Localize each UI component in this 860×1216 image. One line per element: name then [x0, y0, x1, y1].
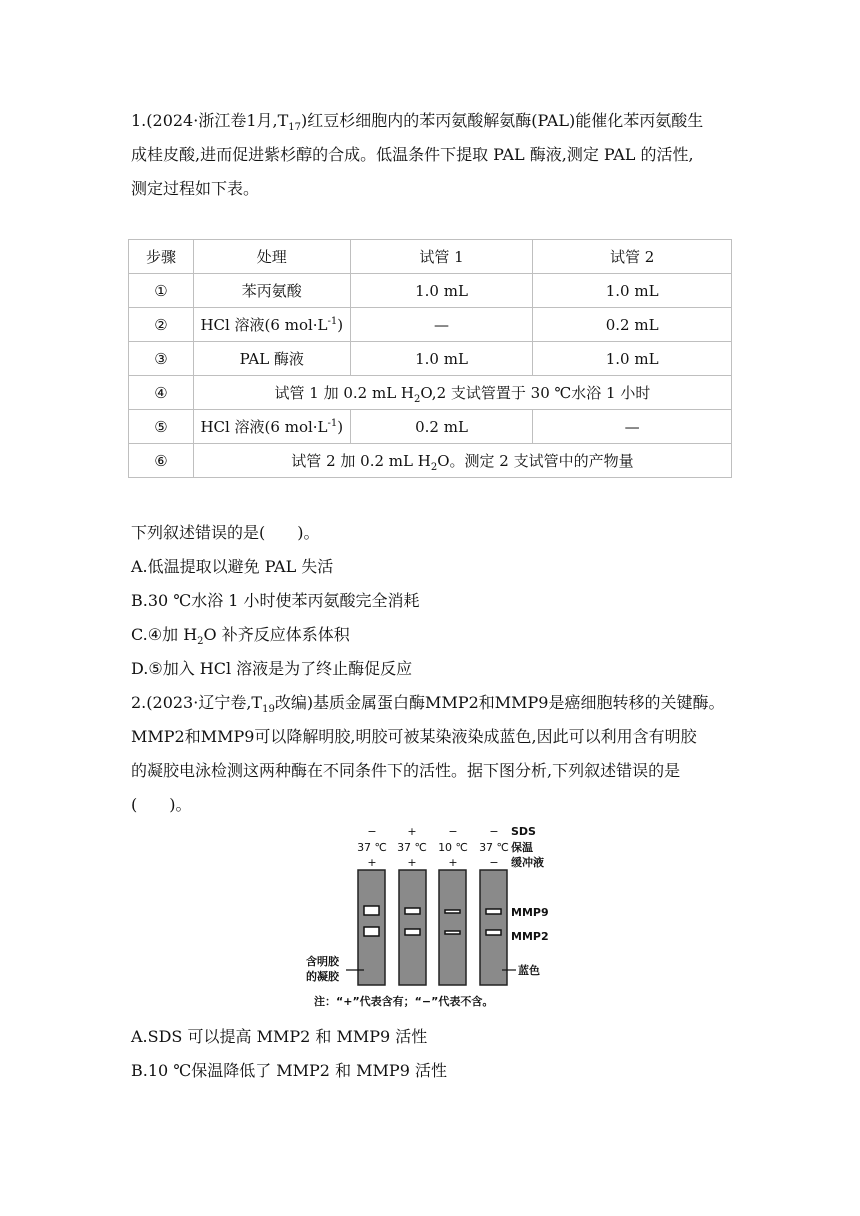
gel-electrophoresis-figure — [306, 820, 566, 1015]
table-row — [129, 444, 732, 478]
merged-cell: 试管 1 加 0.2 mL $H_2O,2$ 支试管置于 30 ℃水浴 1 小时 — [193, 376, 731, 410]
label-mmp9: MMP9 — [511, 906, 549, 919]
tube-2-cell: 1.0 mL — [533, 274, 732, 308]
table-row — [129, 410, 732, 444]
sds-lane-3: − — [448, 825, 458, 838]
temp-lane-2: 37 ℃ — [397, 841, 427, 854]
q2-line-2: MMP2和MMP9可以降解明胶,明胶可被某染液染成蓝色,因此可以利用含有明胶 — [131, 727, 697, 746]
tube-1-cell: 0.2 mL — [350, 410, 533, 444]
temp-lane-1: 37 ℃ — [357, 841, 387, 854]
band-mmp2-lane-4 — [486, 930, 501, 935]
header-treatment: 处理 — [193, 240, 350, 274]
label-gel-1: 含明胶 — [306, 955, 339, 968]
header-tube-2: 试管 2 — [533, 240, 732, 274]
header-tube-1: 试管 1 — [350, 240, 533, 274]
tube-2-cell: 1.0 mL — [533, 342, 732, 376]
q1-line-2: 成桂皮酸,进而促进紫杉醇的合成。低温条件下提取 PAL 酶液,测定 PAL 的活性, — [131, 145, 694, 164]
q1-line-3: 测定过程如下表。 — [131, 179, 260, 198]
tube-1-cell: 1.0 mL — [350, 274, 533, 308]
band-mmp9-lane-3 — [445, 910, 460, 913]
step-cell: ② — [129, 308, 194, 342]
q1-option-a: A.低温提取以避免 PAL 失活 — [131, 557, 334, 576]
row-label-temp: 保温 — [511, 841, 533, 854]
q1-option-b: B.30 ℃水浴 1 小时使苯丙氨酸完全消耗 — [131, 591, 420, 610]
step-cell: ⑤ — [129, 410, 194, 444]
q2-line-1: 2.(2023·辽宁卷$,T_{19}$改编)基质金属蛋白酶MMP2和MMP9是癌细胞转移的关键酶。 — [131, 693, 725, 716]
label-mmp2: MMP2 — [511, 930, 549, 943]
treatment-cell: PAL 酶液 — [193, 342, 350, 376]
treatment-cell: HCl 溶液(6 $mol\cdot L^{-1}$) — [193, 308, 350, 342]
label-blue: 蓝色 — [518, 964, 540, 977]
q1-stem: 下列叙述错误的是( )。 — [131, 523, 320, 542]
step-cell: ⑥ — [129, 444, 194, 478]
label-gel-2: 的凝胶 — [306, 970, 339, 983]
row-label-sds: SDS — [511, 825, 536, 838]
q2-option-b: B.10 ℃保温降低了 MMP2 和 MMP9 活性 — [131, 1061, 447, 1080]
question-2-options — [131, 1020, 731, 1088]
q2-line-3: 的凝胶电泳检测这两种酶在不同条件下的活性。据下图分析,下列叙述错误的是 — [131, 761, 681, 780]
buffer-lane-1: + — [367, 856, 377, 869]
tube-1-cell: 1.0 mL — [350, 342, 533, 376]
sds-lane-4: − — [489, 825, 499, 838]
band-mmp9-lane-2 — [405, 908, 420, 914]
step-cell: ③ — [129, 342, 194, 376]
buffer-lane-4: − — [489, 856, 499, 869]
tube-2-cell: 0.2 mL — [533, 308, 732, 342]
sds-lane-1: − — [367, 825, 377, 838]
buffer-lane-2: + — [407, 856, 417, 869]
merged-cell: 试管 2 加 0.2 mL $H_2O$。测定 2 支试管中的产物量 — [193, 444, 731, 478]
band-mmp9-lane-1 — [364, 906, 379, 915]
gel-lane-2 — [399, 870, 426, 985]
buffer-lane-3: + — [448, 856, 458, 869]
tube-1-cell: — — [350, 308, 533, 342]
row-label-buffer: 缓冲液 — [511, 856, 544, 869]
table-row — [129, 308, 732, 342]
band-mmp2-lane-2 — [405, 929, 420, 935]
band-mmp9-lane-4 — [486, 909, 501, 914]
sds-lane-2: + — [407, 825, 417, 838]
table-row — [129, 376, 732, 410]
temp-lane-4: 37 ℃ — [479, 841, 509, 854]
q1-option-c: C.④加 $H_2O$ 补齐反应体系体积 — [131, 625, 350, 648]
step-cell: ① — [129, 274, 194, 308]
question-body — [131, 516, 731, 822]
table-row — [129, 342, 732, 376]
gel-lane-4 — [480, 870, 507, 985]
tube-2-cell: — — [533, 410, 732, 444]
table-header-row — [129, 240, 732, 274]
header-step: 步骤 — [129, 240, 194, 274]
step-cell: ④ — [129, 376, 194, 410]
treatment-cell: HCl 溶液(6 $mol\cdot L^{-1}$) — [193, 410, 350, 444]
band-mmp2-lane-1 — [364, 927, 379, 936]
q1-option-d: D.⑤加入 HCl 溶液是为了终止酶促反应 — [131, 659, 413, 678]
q2-line-4: ( )。 — [131, 795, 192, 814]
gel-lane-3 — [439, 870, 466, 985]
temp-lane-3: 10 ℃ — [438, 841, 468, 854]
q1-line-1: 1.(2024·浙江卷1月$,T_{17}$)红豆杉细胞内的苯丙氨酸解氨酶(PAL)能催化苯丙氨酸生 — [131, 111, 704, 134]
question-1-text — [131, 104, 731, 206]
table-row — [129, 274, 732, 308]
band-mmp2-lane-3 — [445, 931, 460, 934]
figure-note: 注：“+”代表含有；“−”代表不含。 — [314, 995, 494, 1008]
q2-option-a: A.SDS 可以提高 MMP2 和 MMP9 活性 — [131, 1027, 428, 1046]
treatment-cell: 苯丙氨酸 — [193, 274, 350, 308]
procedure-table — [128, 239, 732, 478]
